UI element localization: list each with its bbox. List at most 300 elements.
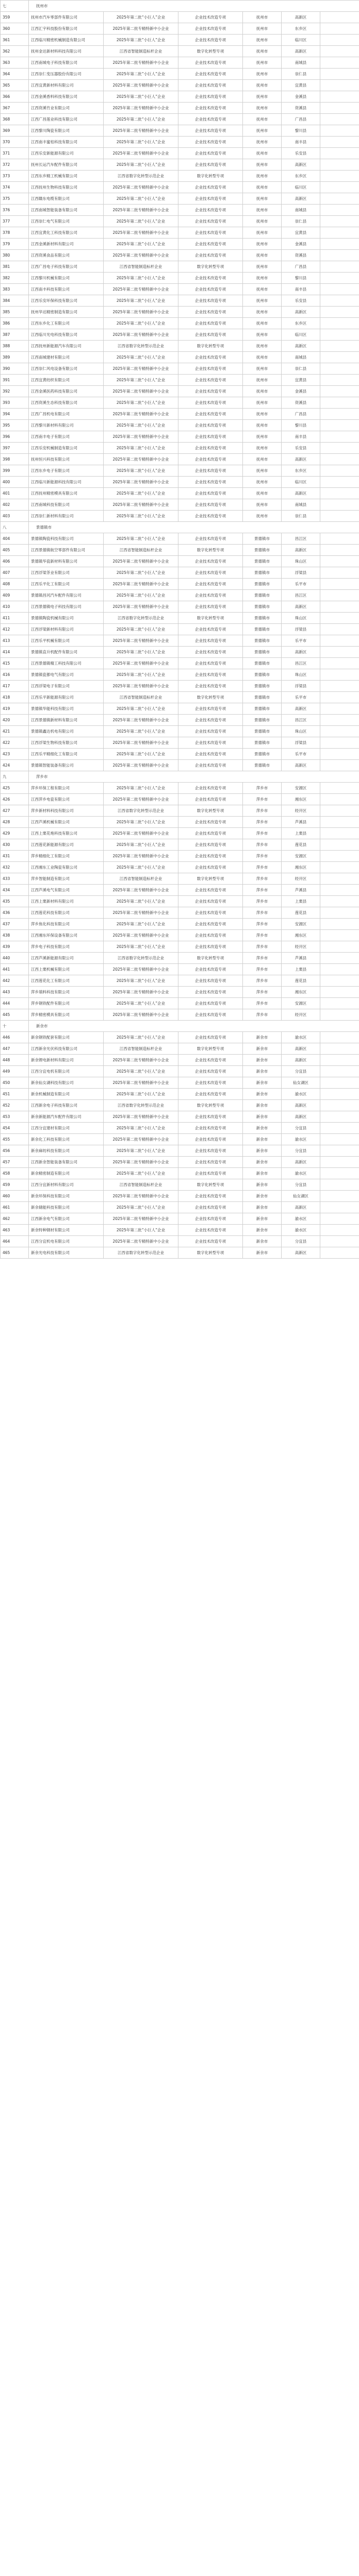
district: 高新区 (282, 488, 320, 499)
district: 渝水区 (282, 1032, 320, 1043)
fund-type: 企业技术改造专项 (178, 159, 243, 171)
city: 抚州市 (243, 239, 282, 250)
city: 抚州市 (243, 363, 282, 375)
company-name: 江西广昌莲业科技有限公司 (29, 114, 104, 125)
district: 乐平市 (282, 749, 320, 760)
district: 崇仁县 (282, 511, 320, 522)
remark (320, 1157, 359, 1168)
table-row (1, 533, 359, 545)
table-row (1, 1111, 359, 1123)
list-name: 2025年第二批“小巨人”企业 (104, 749, 178, 760)
fund-type: 企业技术改造专项 (178, 1009, 243, 1021)
row-number: 454 (1, 1123, 29, 1134)
table-row (1, 318, 359, 329)
city: 景德镇市 (243, 624, 282, 635)
row-number: 447 (1, 1043, 29, 1055)
company-name: 江西分宜机电有限公司 (29, 1236, 104, 1247)
list-name: 2025年第二批“小巨人”企业 (104, 624, 178, 635)
fund-type: 企业技术改造专项 (178, 1089, 243, 1100)
city: 抚州市 (243, 205, 282, 216)
table-row (1, 1168, 359, 1179)
city: 景德镇市 (243, 760, 282, 771)
city: 抚州市 (243, 23, 282, 35)
remark (320, 1111, 359, 1123)
fund-type: 企业技术改造专项 (178, 987, 243, 998)
table-row (1, 726, 359, 737)
company-name: 江西萍乡电瓷有限公司 (29, 794, 104, 805)
district: 南城县 (282, 352, 320, 363)
list-name: 2025年第二批“小巨人”企业 (104, 975, 178, 987)
table-row (1, 1089, 359, 1100)
district: 高新区 (282, 159, 320, 171)
list-name: 2025年第二批专精特新中小企业 (104, 1009, 178, 1021)
district: 珠山区 (282, 556, 320, 567)
section-number: 十 (1, 1021, 29, 1032)
remark (320, 964, 359, 975)
city: 景德镇市 (243, 749, 282, 760)
table-row (1, 907, 359, 919)
company-name: 江西南城科技有限公司 (29, 499, 104, 511)
district: 乐平市 (282, 692, 320, 703)
row-number: 387 (1, 329, 29, 341)
district: 安源区 (282, 998, 320, 1009)
fund-type: 企业技术改造专项 (178, 669, 243, 681)
district: 高新区 (282, 1043, 320, 1055)
remark (320, 375, 359, 386)
table-row (1, 669, 359, 681)
table-row (1, 703, 359, 715)
fund-type: 数字化转型专项 (178, 953, 243, 964)
district: 高新区 (282, 647, 320, 658)
remark (320, 273, 359, 284)
remark (320, 715, 359, 726)
district: 高新区 (282, 1111, 320, 1123)
table-row (1, 295, 359, 307)
remark (320, 103, 359, 114)
company-name: 江西浮梁新材料有限公司 (29, 624, 104, 635)
district: 莲花县 (282, 839, 320, 851)
row-number: 432 (1, 862, 29, 873)
company-name: 江西上栗花炮科技有限公司 (29, 828, 104, 839)
company-name: 江西分宜新材料有限公司 (29, 1179, 104, 1191)
table-row (1, 35, 359, 46)
table-row (1, 137, 359, 148)
row-number: 445 (1, 1009, 29, 1021)
list-name: 2025年第二批“小巨人”企业 (104, 567, 178, 579)
list-name: 2025年第二批“小巨人”企业 (104, 896, 178, 907)
company-name: 江西临川精密机械制造有限公司 (29, 35, 104, 46)
city: 新余市 (243, 1055, 282, 1066)
fund-type: 数字化转型专项 (178, 341, 243, 352)
city: 抚州市 (243, 12, 282, 23)
table-row (1, 488, 359, 499)
table-row (1, 1225, 359, 1236)
district: 昌江区 (282, 533, 320, 545)
table-row (1, 1236, 359, 1247)
fund-type: 企业技术改造专项 (178, 998, 243, 1009)
company-name: 抚州长运汽车配件有限公司 (29, 159, 104, 171)
city: 萍乡市 (243, 907, 282, 919)
row-number: 430 (1, 839, 29, 851)
city: 抚州市 (243, 261, 282, 273)
company-name: 江西资溪生态科技有限公司 (29, 397, 104, 409)
list-name: 江西省数字化转型示范企业 (104, 341, 178, 352)
company-name: 江西浮梁电子有限公司 (29, 681, 104, 692)
company-name: 江西南城建材有限公司 (29, 352, 104, 363)
remark (320, 420, 359, 431)
remark (320, 647, 359, 658)
fund-type: 企业技术改造专项 (178, 125, 243, 137)
row-number: 417 (1, 681, 29, 692)
city: 景德镇市 (243, 681, 282, 692)
fund-type: 数字化转型专项 (178, 545, 243, 556)
fund-type: 企业技术改造专项 (178, 318, 243, 329)
fund-type: 数字化转型专项 (178, 1043, 243, 1055)
remark (320, 760, 359, 771)
table-row (1, 397, 359, 409)
table-row (1, 851, 359, 862)
company-name: 新余机械制造有限公司 (29, 1089, 104, 1100)
company-name: 萍乡环保工程有限公司 (29, 783, 104, 794)
remark (320, 250, 359, 261)
section-city: 萍乡市 (29, 771, 359, 783)
company-name: 江西南丰电子有限公司 (29, 431, 104, 443)
list-name: 2025年第二批“小巨人”企业 (104, 69, 178, 80)
remark (320, 669, 359, 681)
district: 浮梁县 (282, 624, 320, 635)
city: 萍乡市 (243, 1009, 282, 1021)
list-name: 2025年第二批专精特新中小企业 (104, 431, 178, 443)
table-row (1, 46, 359, 57)
table-row (1, 624, 359, 635)
remark (320, 1202, 359, 1213)
company-name: 江西汇宇科技股份有限公司 (29, 23, 104, 35)
company-name: 抚州市汽车零部件有限公司 (29, 12, 104, 23)
city: 抚州市 (243, 125, 282, 137)
row-number: 412 (1, 624, 29, 635)
row-number: 459 (1, 1179, 29, 1191)
row-number: 380 (1, 250, 29, 261)
company-name: 萍乡钢铁配件有限公司 (29, 998, 104, 1009)
row-number: 452 (1, 1100, 29, 1111)
company-name: 江西东乡化工有限公司 (29, 318, 104, 329)
row-number: 421 (1, 726, 29, 737)
remark (320, 386, 359, 397)
row-number: 395 (1, 420, 29, 431)
company-name: 江西景德镇电子科技有限公司 (29, 601, 104, 613)
list-name: 2025年第二批专精特新中小企业 (104, 80, 178, 91)
list-name: 2025年第二批专精特新中小企业 (104, 556, 178, 567)
company-name: 江西广昌电子科技有限公司 (29, 261, 104, 273)
section-row (1, 1021, 359, 1032)
district: 乐安县 (282, 443, 320, 454)
district: 南丰县 (282, 137, 320, 148)
fund-type: 企业技术改造专项 (178, 647, 243, 658)
company-name: 江西金溪新材料有限公司 (29, 239, 104, 250)
district: 宜黄县 (282, 375, 320, 386)
city: 抚州市 (243, 69, 282, 80)
remark (320, 69, 359, 80)
table-row (1, 284, 359, 295)
row-number: 422 (1, 737, 29, 749)
remark (320, 1032, 359, 1043)
district: 乐平市 (282, 579, 320, 590)
list-name: 2025年第二批专精特新中小企业 (104, 760, 178, 771)
remark (320, 488, 359, 499)
company-name: 新余锂电新材料有限公司 (29, 1055, 104, 1066)
city: 抚州市 (243, 182, 282, 193)
list-name: 2025年第二批“小巨人”企业 (104, 533, 178, 545)
table-row (1, 239, 359, 250)
table-row (1, 885, 359, 896)
list-name: 2025年第二批“小巨人”企业 (104, 91, 178, 103)
fund-type: 企业技术改造专项 (178, 35, 243, 46)
table-row (1, 91, 359, 103)
remark (320, 148, 359, 159)
district: 广昌县 (282, 114, 320, 125)
district: 高新区 (282, 1100, 320, 1111)
section-city: 抚州市 (29, 1, 359, 12)
row-number: 402 (1, 499, 29, 511)
list-name: 2025年第二批专精特新中小企业 (104, 284, 178, 295)
list-name: 2025年第二批专精特新中小企业 (104, 715, 178, 726)
city: 景德镇市 (243, 601, 282, 613)
list-name: 2025年第二批专精特新中小企业 (104, 329, 178, 341)
city: 景德镇市 (243, 658, 282, 669)
row-number: 450 (1, 1077, 29, 1089)
row-number: 451 (1, 1089, 29, 1100)
remark (320, 318, 359, 329)
section-number: 八 (1, 522, 29, 533)
fund-type: 企业技术改造专项 (178, 567, 243, 579)
company-name: 江西乐安新能源有限公司 (29, 148, 104, 159)
remark (320, 703, 359, 715)
remark (320, 182, 359, 193)
fund-type: 数字化转型专项 (178, 1179, 243, 1191)
row-number: 456 (1, 1145, 29, 1157)
list-name: 2025年第二批“小巨人”企业 (104, 1168, 178, 1179)
district: 昌江区 (282, 658, 320, 669)
remark (320, 454, 359, 465)
district: 仙女湖区 (282, 1077, 320, 1089)
district: 分宜县 (282, 1066, 320, 1077)
row-number: 372 (1, 159, 29, 171)
table-row (1, 1179, 359, 1191)
city: 景德镇市 (243, 579, 282, 590)
remark (320, 1089, 359, 1100)
company-name: 江西临川光电科技有限公司 (29, 329, 104, 341)
table-row (1, 454, 359, 465)
district: 宜黄县 (282, 80, 320, 91)
row-number: 448 (1, 1055, 29, 1066)
table-row (1, 443, 359, 454)
district: 昌江区 (282, 715, 320, 726)
table-row (1, 760, 359, 771)
remark (320, 885, 359, 896)
remark (320, 329, 359, 341)
company-name: 江西上栗机械有限公司 (29, 964, 104, 975)
remark (320, 941, 359, 953)
row-number: 440 (1, 953, 29, 964)
district: 浮梁县 (282, 681, 320, 692)
list-name: 2025年第二批“小巨人”企业 (104, 726, 178, 737)
table-row (1, 953, 359, 964)
fund-type: 企业技术改造专项 (178, 579, 243, 590)
district: 高新区 (282, 760, 320, 771)
company-name: 江西乐安环保科技有限公司 (29, 295, 104, 307)
list-name: 2025年第二批“小巨人”企业 (104, 216, 178, 227)
remark (320, 613, 359, 624)
city: 萍乡市 (243, 975, 282, 987)
row-number: 443 (1, 987, 29, 998)
city: 抚州市 (243, 159, 282, 171)
company-name: 新余仙女湖科技有限公司 (29, 1077, 104, 1089)
fund-type: 企业技术改造专项 (178, 363, 243, 375)
remark (320, 635, 359, 647)
city: 景德镇市 (243, 635, 282, 647)
city: 抚州市 (243, 454, 282, 465)
remark (320, 1191, 359, 1202)
row-number: 426 (1, 794, 29, 805)
fund-type: 企业技术改造专项 (178, 114, 243, 125)
city: 抚州市 (243, 511, 282, 522)
company-name: 景德镇智能装备有限公司 (29, 760, 104, 771)
company-name: 江西湘东工业陶瓷有限公司 (29, 862, 104, 873)
list-name: 2025年第二批专精特新中小企业 (104, 205, 178, 216)
company-name: 江西黎川机械有限公司 (29, 273, 104, 284)
list-name: 2025年第二批专精特新中小企业 (104, 987, 178, 998)
row-number: 428 (1, 817, 29, 828)
fund-type: 企业技术改造专项 (178, 601, 243, 613)
fund-type: 企业技术改造专项 (178, 703, 243, 715)
fund-type: 企业技术改造专项 (178, 193, 243, 205)
fund-type: 企业技术改造专项 (178, 1066, 243, 1077)
list-name: 2025年第二批专精特新中小企业 (104, 681, 178, 692)
table-row (1, 477, 359, 488)
table-row (1, 431, 359, 443)
table-body (1, 1, 359, 1259)
row-number: 369 (1, 125, 29, 137)
district: 仙女湖区 (282, 1191, 320, 1202)
list-name: 2025年第二批专精特新中小企业 (104, 499, 178, 511)
district: 高新区 (282, 46, 320, 57)
district: 浮梁县 (282, 737, 320, 749)
row-number: 376 (1, 205, 29, 216)
row-number: 465 (1, 1247, 29, 1259)
fund-type: 企业技术改造专项 (178, 511, 243, 522)
list-name: 2025年第二批“小巨人”企业 (104, 443, 178, 454)
table-row (1, 499, 359, 511)
city: 抚州市 (243, 352, 282, 363)
company-name: 江西南丰蜜桔科技有限公司 (29, 137, 104, 148)
fund-type: 企业技术改造专项 (178, 817, 243, 828)
company-name: 新余精密制造有限公司 (29, 1168, 104, 1179)
company-name: 江西崇仁变压器股份有限公司 (29, 69, 104, 80)
remark (320, 352, 359, 363)
list-name: 2025年第二批“小巨人”企业 (104, 1225, 178, 1236)
table-row (1, 1191, 359, 1202)
list-name: 2025年第二批“小巨人”企业 (104, 839, 178, 851)
district: 分宜县 (282, 1236, 320, 1247)
row-number: 436 (1, 907, 29, 919)
city: 萍乡市 (243, 987, 282, 998)
company-name: 江西黎川陶瓷有限公司 (29, 125, 104, 137)
row-number: 444 (1, 998, 29, 1009)
company-name: 江西黎川新材料有限公司 (29, 420, 104, 431)
list-name: 2025年第二批专精特新中小企业 (104, 250, 178, 261)
district: 高新区 (282, 703, 320, 715)
fund-type: 数字化转型专项 (178, 46, 243, 57)
list-name: 2025年第二批专精特新中小企业 (104, 125, 178, 137)
remark (320, 545, 359, 556)
table-row (1, 930, 359, 941)
table-row (1, 919, 359, 930)
fund-type: 企业技术改造专项 (178, 239, 243, 250)
fund-type: 企业技术改造专项 (178, 930, 243, 941)
remark (320, 556, 359, 567)
remark (320, 511, 359, 522)
remark (320, 1213, 359, 1225)
fund-type: 数字化转型专项 (178, 1100, 243, 1111)
city: 抚州市 (243, 80, 282, 91)
district: 临川区 (282, 477, 320, 488)
fund-type: 企业技术改造专项 (178, 533, 243, 545)
city: 新余市 (243, 1145, 282, 1157)
city: 萍乡市 (243, 862, 282, 873)
row-number: 431 (1, 851, 29, 862)
list-name: 2025年第二批专精特新中小企业 (104, 930, 178, 941)
row-number: 381 (1, 261, 29, 273)
fund-type: 企业技术改造专项 (178, 57, 243, 69)
district: 广昌县 (282, 261, 320, 273)
row-number: 462 (1, 1213, 29, 1225)
row-number: 359 (1, 12, 29, 23)
fund-type: 企业技术改造专项 (178, 1145, 243, 1157)
remark (320, 601, 359, 613)
row-number: 384 (1, 295, 29, 307)
list-name: 2025年第二批“小巨人”企业 (104, 420, 178, 431)
remark (320, 397, 359, 409)
fund-type: 企业技术改造专项 (178, 975, 243, 987)
table-row (1, 715, 359, 726)
company-name: 江西南城电子科技有限公司 (29, 57, 104, 69)
company-name: 萍乡智能制造有限公司 (29, 873, 104, 885)
city: 新余市 (243, 1225, 282, 1236)
remark (320, 1066, 359, 1077)
district: 黎川县 (282, 420, 320, 431)
list-name: 2025年第二批“小巨人”企业 (104, 941, 178, 953)
district: 南城县 (282, 57, 320, 69)
table-row (1, 590, 359, 601)
fund-type: 企业技术改造专项 (178, 454, 243, 465)
remark (320, 284, 359, 295)
fund-type: 企业技术改造专项 (178, 1055, 243, 1066)
company-name: 江西崇仁新材料有限公司 (29, 511, 104, 522)
row-number: 463 (1, 1225, 29, 1236)
company-name: 新余化工科技有限公司 (29, 1134, 104, 1145)
company-name: 江西景德镇精工科技有限公司 (29, 658, 104, 669)
row-number: 364 (1, 69, 29, 80)
district: 资溪县 (282, 103, 320, 114)
city: 抚州市 (243, 114, 282, 125)
table-row (1, 975, 359, 987)
list-name: 2025年第二批“小巨人”企业 (104, 488, 178, 499)
row-number: 442 (1, 975, 29, 987)
fund-type: 企业技术改造专项 (178, 1168, 243, 1179)
table-row (1, 250, 359, 261)
fund-type: 企业技术改造专项 (178, 1077, 243, 1089)
list-name: 江西省数字化转型示范企业 (104, 613, 178, 624)
